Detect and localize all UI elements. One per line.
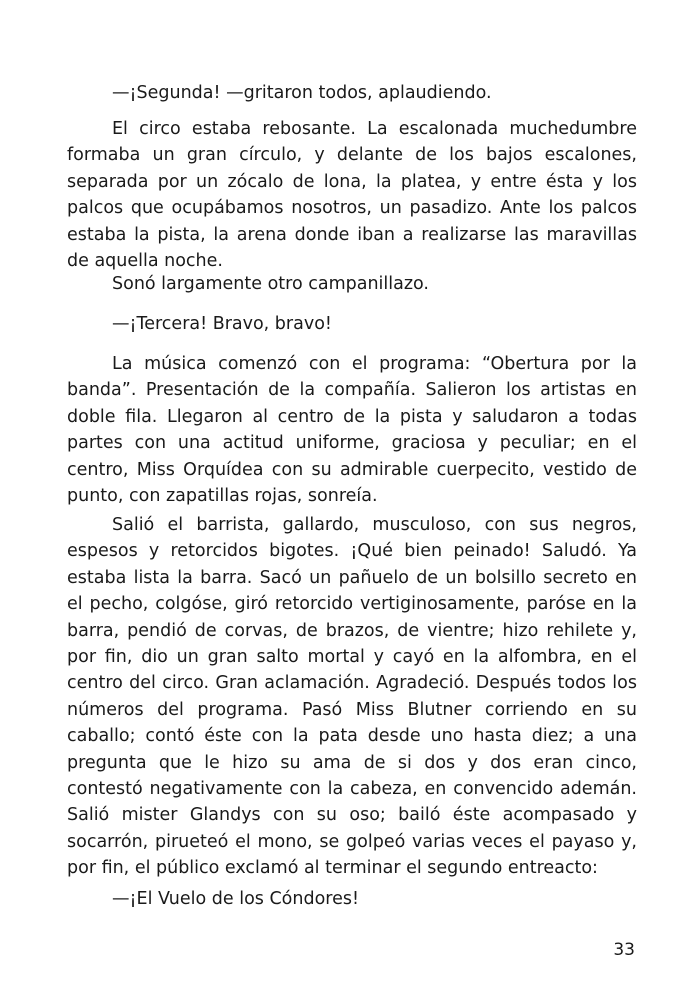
paragraph-musica xyxy=(67,351,637,509)
paragraph-circo xyxy=(67,116,637,274)
paragraph-text: El circo estaba rebosante. La escalonada muchedumbre formaba un gran círculo, y delante de los bajos escalones, separada por un zócalo de lona, la platea, y entre ésta y los palcos que ocupábamos nosotros, un pasadizo. Ante los palcos estaba la pista, la arena donde iban a realizarse las maravillas de aquella noche. xyxy=(67,119,637,272)
paragraph-text: —¡El Vuelo de los Cóndores! xyxy=(112,889,359,909)
paragraph-text: —¡Tercera! Bravo, bravo! xyxy=(112,314,332,334)
page-number: 33 xyxy=(613,940,635,960)
paragraph-text: —¡Segunda! —gritaron todos, aplaudiendo. xyxy=(112,83,492,103)
paragraph-segunda xyxy=(67,80,637,106)
paragraph-campanillazo xyxy=(67,271,637,297)
paragraph-barrista xyxy=(67,512,637,882)
paragraph-text: Sonó largamente otro campanillazo. xyxy=(112,274,429,294)
paragraph-text: La música comenzó con el programa: “Obertura por la banda”. Presentación de la compañía. Salieron los artistas en doble fila. Llegaron al centro de la pista y saludaron a todas partes con una actitud uniforme, graciosa y peculiar; en el centro, Miss Orquídea con su admirable cuerpecito, vestido de punto, con zapatillas rojas, sonreía. xyxy=(67,354,637,507)
paragraph-text: Salió el barrista, gallardo, musculoso, con sus negros, espesos y retorcidos bigotes. ¡Qué bien peinado! Saludó. Ya estaba lista la barra. Sacó un pañuelo de un bolsillo secreto en el pecho, colgóse, giró retorcido vertiginosamente, paróse en la barra, pendió de corvas, de brazos, de vientre; hizo rehilete y, por fin, dio un gran salto mortal y cayó en la alfombra, en el centro del circo. Gran aclamación. Agradeció. Después todos los números del programa. Pasó Miss Blutner corriendo en su caballo; contó éste con la pata desde uno hasta diez; a una pregunta que le hizo su ama de si dos y dos eran cinco, contestó negativamente con la cabeza, en convencido ademán. Salió mister Glandys con su oso; bailó éste acompasado y socarrón, pirueteó el mono, se golpeó varias veces el payaso y, por fin, el público exclamó al terminar el segundo entreacto: xyxy=(67,515,637,879)
paragraph-tercera xyxy=(67,311,637,337)
paragraph-vuelo xyxy=(67,886,637,912)
